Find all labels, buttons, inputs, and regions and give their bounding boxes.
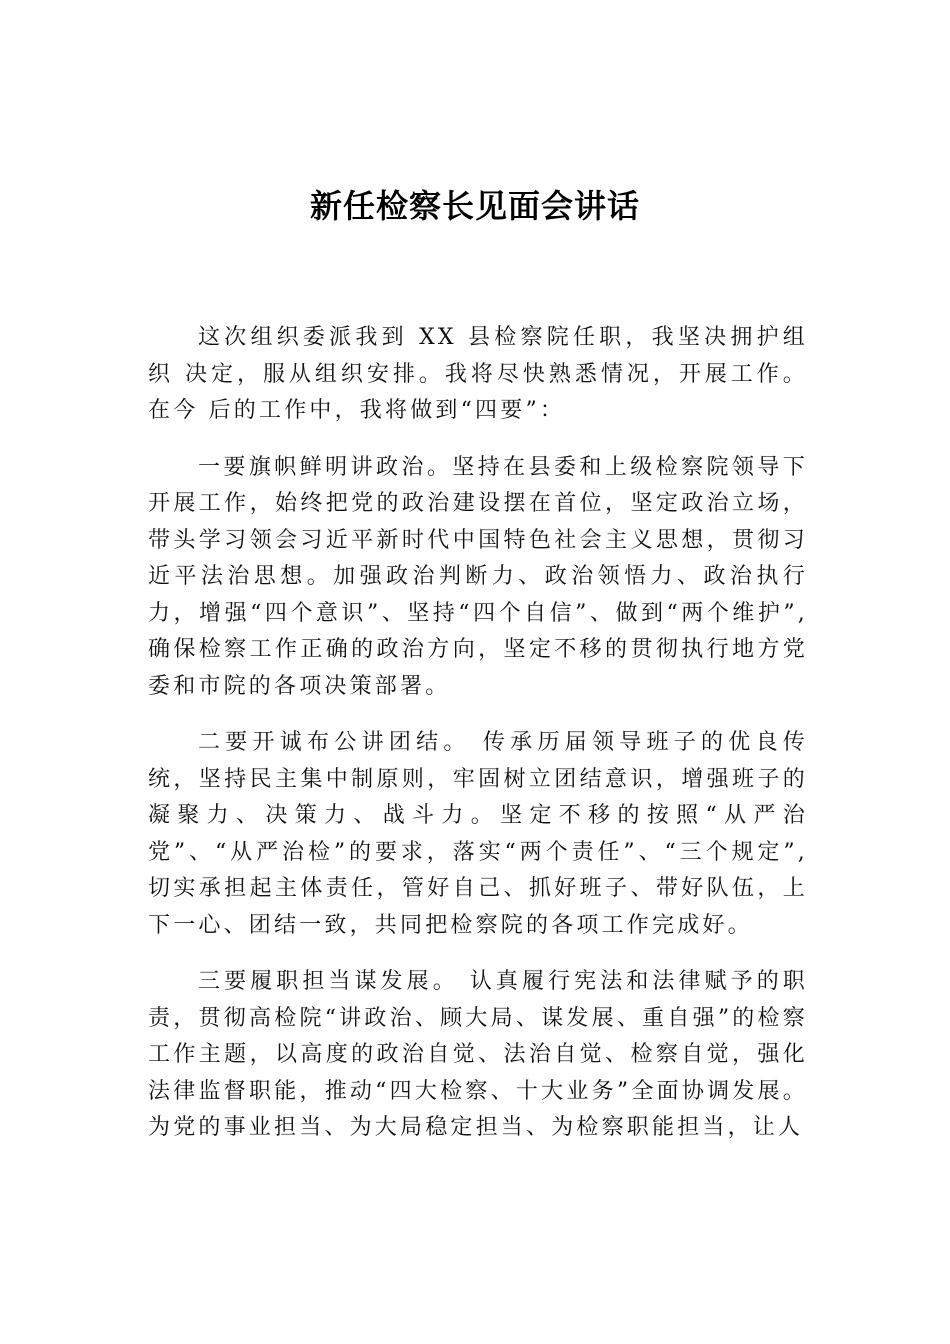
paragraph-development: 三要履职担当谋发展。 认真履行宪法和法律赋予的职责，贯彻高检院“讲政治、顾大局、谋发展、重自强”的检察工作主题，以高度的政治自觉、法治自觉、检察自觉，强化法律监督职能，推动“四大检察、十大业务”全面协调发展。为党的事业担当、为大局稳定担当、为检察职能担当，让人 [148, 969, 808, 1140]
intro-paragraph: 这次组织委派我到 XX 县检察院任职，我坚决拥护组织 决定，服从组织安排。我将尽快熟悉情况，开展工作。在今 后的工作中，我将做到“四要”： [148, 325, 808, 423]
paragraph-politics: 一要旗帜鲜明讲政治。坚持在县委和上级检察院领导下开展工作，始终把党的政治建设摆在首位，坚定政治立场，带头学习领会习近平新时代中国特色社会主义思想，贯彻习近平法治思想。加强政治判断力、政治领悟力、政治执行力，增强“四个意识”、坚持“四个自信”、做到“两个维护”,确保检察工作正确的政治方向，坚定不移的贯彻执行地方党委和市院的各项决策部署。 [148, 454, 808, 699]
paragraph-unity: 二要开诚布公讲团结。 传承历届领导班子的优良传统，坚持民主集中制原则，牢固树立团结意识，增强班子的凝聚力、决策力、战斗力。坚定不移的按照“从严治党”、“从严治检”的要求，落实“两个责任”、“三个规定”,切实承担起主体责任，管好自己、抓好班子、带好队伍，上下一心、团结一致，共同把检察院的各项工作完成好。 [148, 730, 808, 938]
document-title: 新任检察长见面会讲话 [309, 187, 640, 225]
document-body [148, 320, 808, 1167]
